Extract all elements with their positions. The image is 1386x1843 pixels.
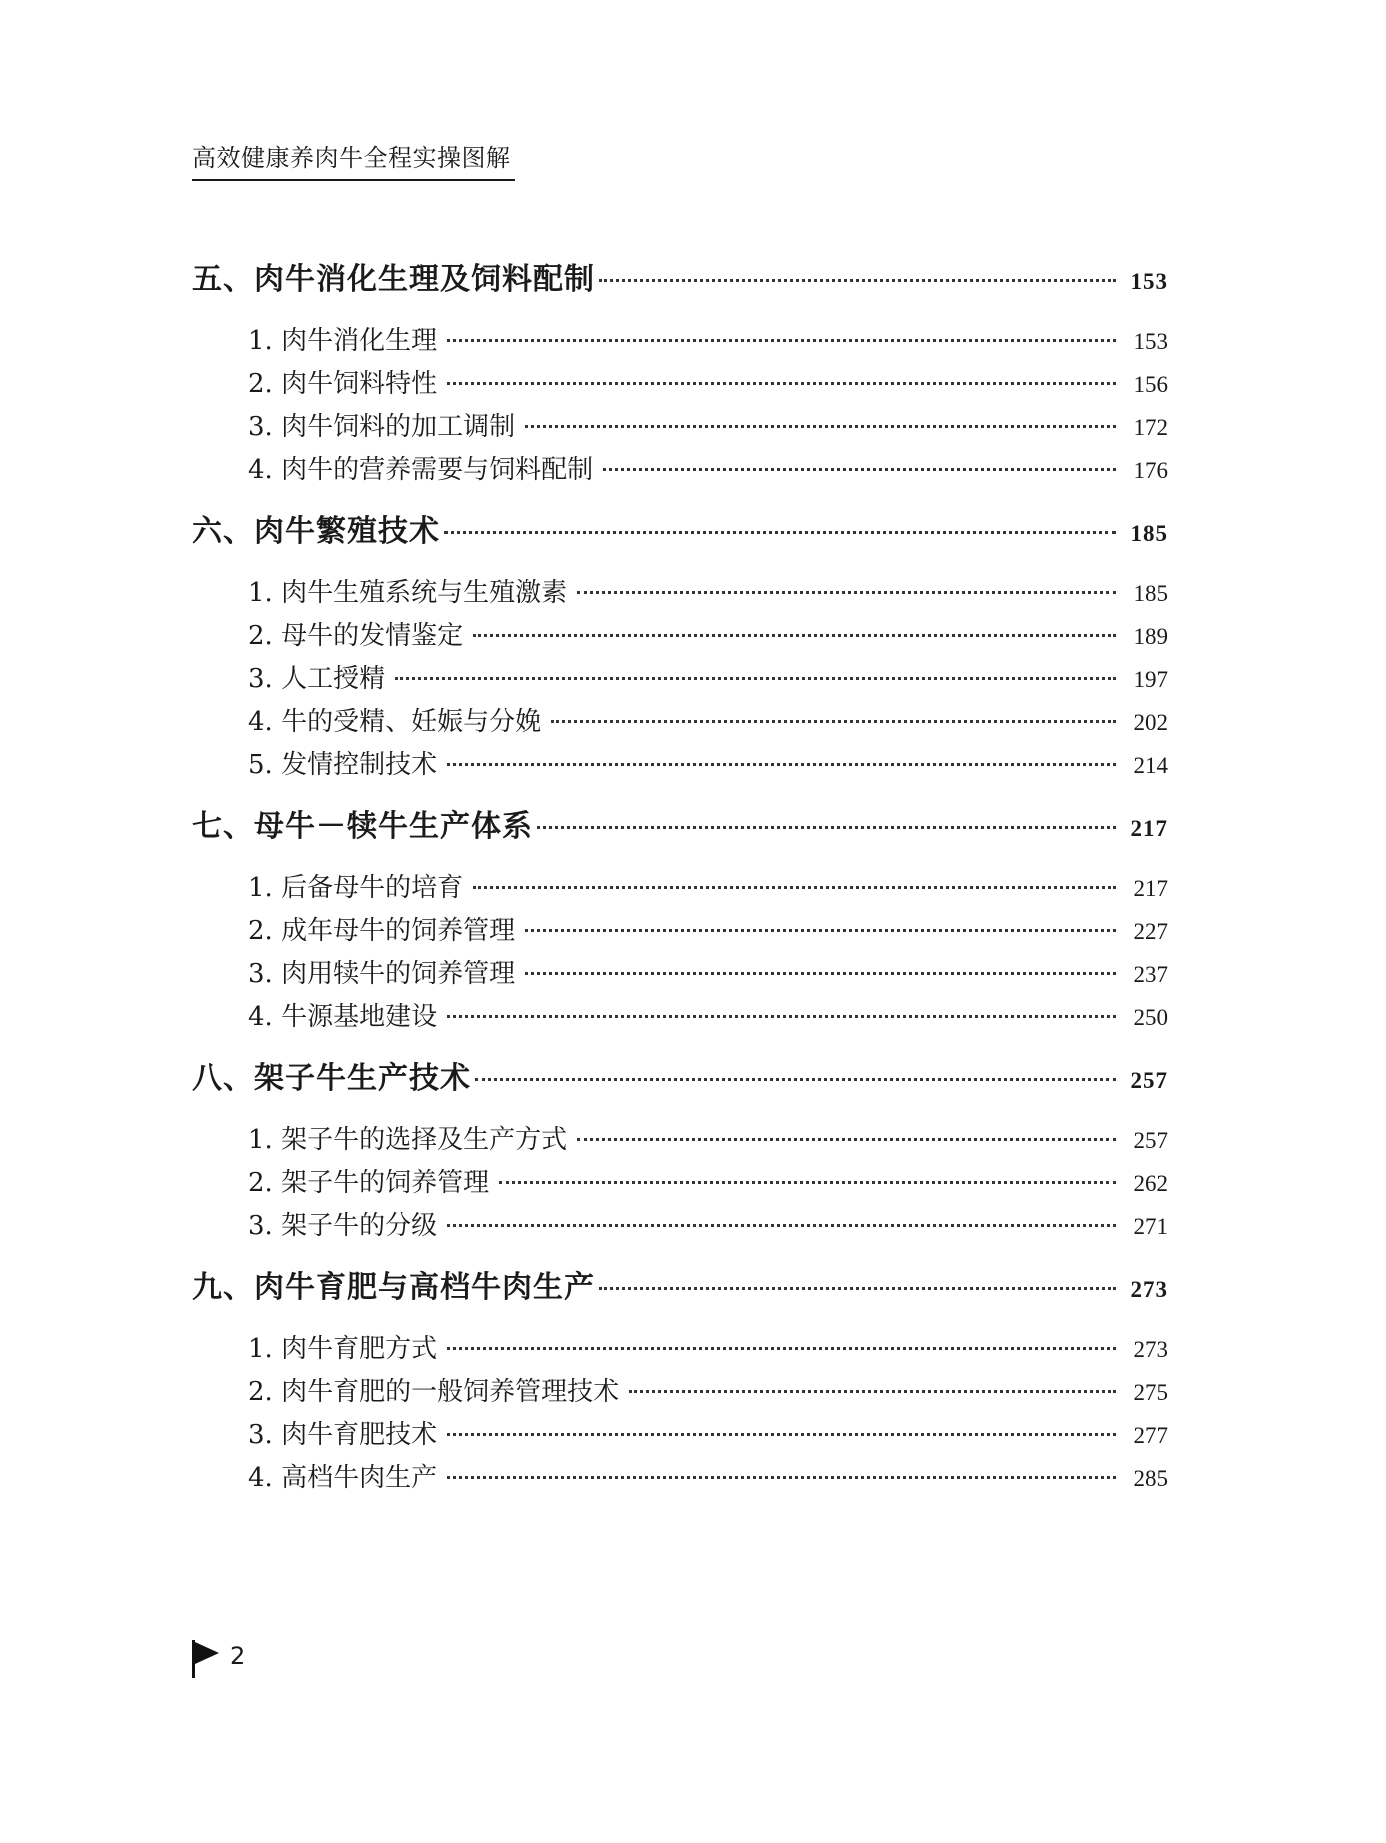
chapter-title: 九、肉牛育肥与高档牛肉生产 xyxy=(192,1270,595,1305)
dot-leader xyxy=(537,826,1116,829)
section-page-number: 262 xyxy=(1133,1171,1168,1196)
dot-leader xyxy=(447,763,1116,766)
section-page-number: 189 xyxy=(1133,624,1168,649)
dot-leader xyxy=(599,1287,1116,1290)
section-page-number: 250 xyxy=(1133,1005,1168,1030)
dot-leader xyxy=(475,1078,1116,1081)
section-title: 1. 肉牛消化生理 xyxy=(248,326,438,356)
section-page-number: 214 xyxy=(1133,753,1168,778)
dot-leader xyxy=(473,634,1116,637)
section-page-number: 273 xyxy=(1133,1337,1168,1362)
section-title: 3. 肉牛育肥技术 xyxy=(248,1420,438,1450)
chapter-title: 六、肉牛繁殖技术 xyxy=(192,514,440,549)
section-title: 1. 后备母牛的培育 xyxy=(248,873,464,903)
toc-section[interactable] xyxy=(192,363,1168,406)
section-title: 4. 高档牛肉生产 xyxy=(248,1463,438,1493)
section-title: 2. 肉牛饲料特性 xyxy=(248,369,438,399)
dot-leader xyxy=(603,468,1116,471)
dot-leader xyxy=(447,382,1116,385)
section-title: 1. 肉牛生殖系统与生殖激素 xyxy=(248,578,568,608)
toc-section[interactable] xyxy=(192,996,1168,1039)
dot-leader xyxy=(447,1476,1116,1479)
toc-section[interactable] xyxy=(192,1119,1168,1162)
dot-leader xyxy=(444,531,1116,534)
dot-leader xyxy=(577,591,1116,594)
toc-section[interactable] xyxy=(192,953,1168,996)
toc-section[interactable] xyxy=(192,1205,1168,1248)
chapter-title: 八、架子牛生产技术 xyxy=(192,1061,471,1096)
section-page-number: 271 xyxy=(1133,1214,1168,1239)
section-title: 3. 架子牛的分级 xyxy=(248,1211,438,1241)
dot-leader xyxy=(447,1224,1116,1227)
section-title: 4. 肉牛的营养需要与饲料配制 xyxy=(248,455,594,485)
toc-section[interactable] xyxy=(192,701,1168,744)
section-title: 4. 牛的受精、妊娠与分娩 xyxy=(248,707,542,737)
section-list xyxy=(192,320,1168,492)
dot-leader xyxy=(551,720,1116,723)
toc-section[interactable] xyxy=(192,1328,1168,1371)
section-page-number: 227 xyxy=(1133,919,1168,944)
section-list xyxy=(192,1119,1168,1248)
section-title: 5. 发情控制技术 xyxy=(248,750,438,780)
section-page-number: 197 xyxy=(1133,667,1168,692)
section-page-number: 257 xyxy=(1133,1128,1168,1153)
section-title: 3. 人工授精 xyxy=(248,664,386,694)
dot-leader xyxy=(473,886,1116,889)
toc-section[interactable] xyxy=(192,1371,1168,1414)
section-page-number: 285 xyxy=(1133,1466,1168,1491)
section-page-number: 156 xyxy=(1133,372,1168,397)
section-page-number: 185 xyxy=(1133,581,1168,606)
toc-section[interactable] xyxy=(192,867,1168,910)
table-of-contents xyxy=(192,254,1168,1506)
dot-leader xyxy=(599,279,1116,282)
section-page-number: 176 xyxy=(1133,458,1168,483)
dot-leader xyxy=(525,972,1116,975)
dot-leader xyxy=(447,339,1116,342)
toc-chapter[interactable] xyxy=(192,254,1168,304)
section-title: 3. 肉用犊牛的饲养管理 xyxy=(248,959,516,989)
toc-chapter[interactable] xyxy=(192,506,1168,556)
dot-leader xyxy=(629,1390,1116,1393)
section-page-number: 202 xyxy=(1133,710,1168,735)
running-header: 高效健康养肉牛全程实操图解 xyxy=(192,138,515,181)
toc-section[interactable] xyxy=(192,615,1168,658)
chapter-page-number: 217 xyxy=(1130,816,1168,841)
dot-leader xyxy=(525,425,1116,428)
toc-section[interactable] xyxy=(192,572,1168,615)
dot-leader xyxy=(525,929,1116,932)
toc-section[interactable] xyxy=(192,449,1168,492)
section-title: 2. 母牛的发情鉴定 xyxy=(248,621,464,651)
toc-section[interactable] xyxy=(192,1162,1168,1205)
section-title: 3. 肉牛饲料的加工调制 xyxy=(248,412,516,442)
chapter-page-number: 153 xyxy=(1130,269,1168,294)
dot-leader xyxy=(447,1347,1116,1350)
section-page-number: 153 xyxy=(1133,329,1168,354)
section-title: 2. 成年母牛的饲养管理 xyxy=(248,916,516,946)
section-title: 1. 架子牛的选择及生产方式 xyxy=(248,1125,568,1155)
section-title: 2. 肉牛育肥的一般饲养管理技术 xyxy=(248,1377,620,1407)
section-title: 2. 架子牛的饲养管理 xyxy=(248,1168,490,1198)
page-footer xyxy=(192,1640,245,1680)
toc-section[interactable] xyxy=(192,320,1168,363)
dot-leader xyxy=(395,677,1116,680)
section-page-number: 237 xyxy=(1133,962,1168,987)
toc-section[interactable] xyxy=(192,1414,1168,1457)
chapter-title: 五、肉牛消化生理及饲料配制 xyxy=(192,262,595,297)
dot-leader xyxy=(447,1433,1116,1436)
dot-leader xyxy=(499,1181,1116,1184)
toc-section[interactable] xyxy=(192,658,1168,701)
toc-chapter[interactable] xyxy=(192,1262,1168,1312)
chapter-page-number: 273 xyxy=(1130,1277,1168,1302)
toc-chapter[interactable] xyxy=(192,801,1168,851)
page-number: 2 xyxy=(230,1642,246,1670)
section-title: 1. 肉牛育肥方式 xyxy=(248,1334,438,1364)
toc-section[interactable] xyxy=(192,406,1168,449)
toc-section[interactable] xyxy=(192,910,1168,953)
section-list xyxy=(192,572,1168,787)
toc-section[interactable] xyxy=(192,1457,1168,1500)
toc-section[interactable] xyxy=(192,744,1168,787)
chapter-title: 七、母牛－犊牛生产体系 xyxy=(192,809,533,844)
section-page-number: 275 xyxy=(1133,1380,1168,1405)
dot-leader xyxy=(447,1015,1116,1018)
toc-chapter[interactable] xyxy=(192,1053,1168,1103)
section-list xyxy=(192,1328,1168,1500)
section-title: 4. 牛源基地建设 xyxy=(248,1002,438,1032)
dot-leader xyxy=(577,1138,1116,1141)
section-page-number: 217 xyxy=(1133,876,1168,901)
section-page-number: 277 xyxy=(1133,1423,1168,1448)
chapter-page-number: 257 xyxy=(1130,1068,1168,1093)
section-list xyxy=(192,867,1168,1039)
chapter-page-number: 185 xyxy=(1130,521,1168,546)
flag-icon xyxy=(192,1640,222,1680)
section-page-number: 172 xyxy=(1133,415,1168,440)
